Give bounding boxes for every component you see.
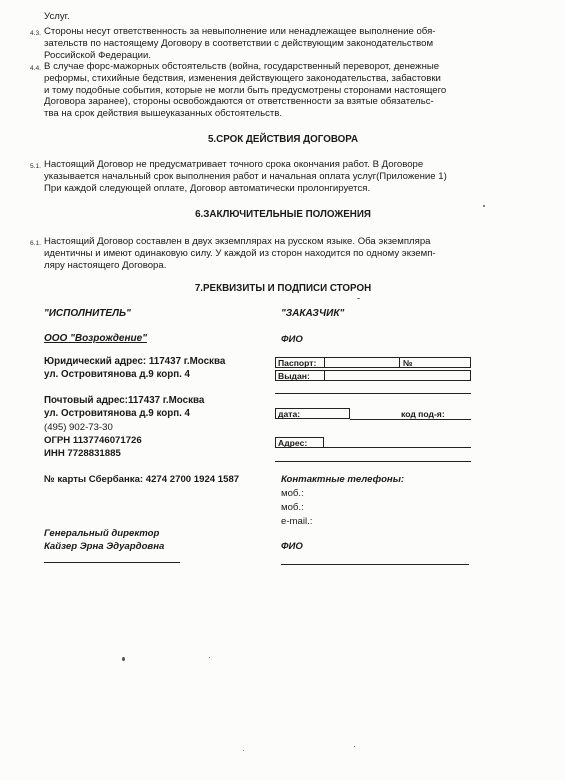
clause-5-1 (44, 159, 454, 194)
date-row (275, 408, 350, 419)
scan-speck (243, 750, 244, 751)
intro-tail: Услуг. (44, 11, 70, 22)
contacts-heading: Контактные телефоны: (281, 474, 405, 485)
legal-address-line: ул. Островитянова д.9 корп. 4 (44, 369, 191, 380)
scan-speck (354, 746, 355, 747)
executor-inn: ИНН 7728831885 (44, 448, 121, 459)
date-label: дата: (278, 409, 301, 419)
address-row (275, 437, 324, 448)
mobile-label: моб.: (281, 488, 304, 499)
passport-number-label: № (403, 358, 413, 368)
clause-4-4 (44, 61, 454, 120)
postal-address-line: Почтовый адрес:117437 г.Москва (44, 395, 205, 406)
legal-address-line: Юридический адрес: 117437 г.Москва (44, 356, 226, 367)
executor-signature-line (44, 562, 180, 563)
clause-4-3 (44, 26, 454, 61)
mobile-label: моб.: (281, 502, 304, 513)
passport-label: Паспорт: (276, 358, 325, 367)
clause-number: 5.1. (30, 163, 41, 170)
scan-speck (122, 657, 125, 661)
executor-card: № карты Сбербанка: 4274 2700 1924 1587 (44, 474, 240, 485)
executor-heading: "ИСПОЛНИТЕЛЬ" (44, 308, 131, 319)
text-line: указывается начальный срок выполнения работ и начальная оплата услуг(Приложение 1) (44, 170, 447, 182)
text-line: идентичны и имеют одинаковую силу. У каждой из сторон находится по одному экземп- (44, 247, 436, 259)
executor-company: ООО "Возрождение" (44, 333, 147, 344)
text-line: и тому подобные события, которые не могли быть предусмотрены сторонами настоящего (44, 84, 447, 96)
blank-line (324, 447, 471, 448)
executor-phone: (495) 902-73-30 (44, 422, 113, 433)
cell-divider (399, 358, 400, 367)
address-label: Адрес: (278, 438, 308, 448)
clause-number: 4.3. (30, 30, 41, 37)
text-line: Настоящий Договор не предусматривает точного срока окончания работ. В Договоре (44, 159, 424, 170)
director-name: Кайзер Эрна Эдуардовна (44, 541, 165, 552)
section-5-title: 5.СРОК ДЕЙСТВИЯ ДОГОВОРА (207, 134, 359, 145)
text-line: При каждой следующей оплате, Договор автоматически пролонгируется. (44, 182, 371, 194)
executor-ogrn: ОГРН 1137746071726 (44, 435, 142, 446)
customer-fio-label: ФИО (281, 334, 303, 345)
issued-row (275, 370, 471, 381)
code-label: код под-я: (401, 409, 445, 419)
customer-signature-line (281, 564, 469, 565)
text-line: реформы, стихийные бедствия, изменения действующего законодательства, забастовки (44, 72, 441, 84)
text-line: тва на срок действия вышеуказанных обстоятельств. (44, 108, 283, 120)
issued-label: Выдан: (276, 371, 325, 380)
scan-speck (483, 205, 485, 207)
blank-line (275, 461, 471, 462)
clause-number: 6.1. (30, 240, 41, 247)
clause-number: 4.4. (30, 65, 41, 72)
postal-address-line: ул. Островитянова д.9 корп. 4 (44, 408, 191, 419)
email-label: e-mail.: (281, 516, 313, 527)
blank-line (275, 393, 471, 394)
director-title: Генеральный директор (44, 528, 160, 539)
section-7-title: 7.РЕКВИЗИТЫ И ПОДПИСИ СТОРОН (194, 283, 372, 294)
text-line: зательств по настоящему Договору в соответствии с действующим законодательством (44, 37, 434, 49)
text-line: Договора заранее), стороны освобождаются от ответственности за взятые обязательс- (44, 96, 434, 108)
section-6-title: 6.ЗАКЛЮЧИТЕЛЬНЫЕ ПОЛОЖЕНИЯ (195, 209, 371, 220)
text-line: Российской Федерации. (44, 49, 151, 61)
customer-fio-sign-label: ФИО (281, 541, 303, 552)
text-line: Стороны несут ответственность за невыполнение или ненадлежащее выполнение обя- (44, 26, 436, 37)
customer-heading: "ЗАКАЗЧИК" (281, 308, 345, 319)
clause-6-1 (44, 236, 454, 271)
passport-row (275, 357, 471, 368)
scan-speck (357, 298, 360, 299)
text-line: В случае форс-мажорных обстоятельств (война, государственный переворот, денежные (44, 61, 440, 72)
blank-line (350, 419, 471, 420)
text-line: ляру настоящего Договора. (44, 259, 167, 271)
scan-speck (209, 657, 210, 658)
text-line: Настоящий Договор составлен в двух экземплярах на русском языке. Оба экземпляра (44, 236, 431, 247)
